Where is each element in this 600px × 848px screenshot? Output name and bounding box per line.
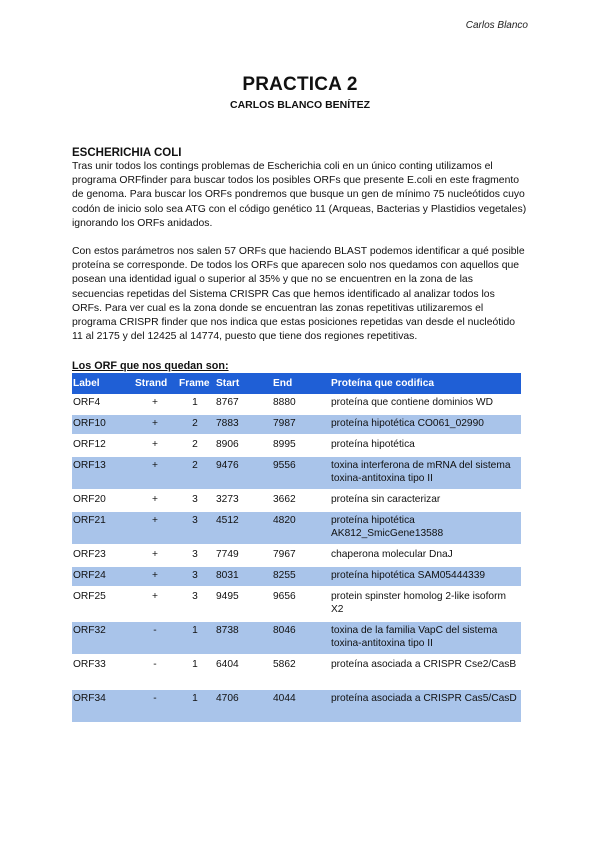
cell-strand: + — [152, 570, 158, 582]
header-author: Carlos Blanco — [465, 20, 528, 31]
table-row — [72, 435, 521, 456]
cell-protein: chaperona molecular DnaJ — [331, 549, 453, 561]
cell-start: 4512 — [216, 515, 239, 527]
table-row — [72, 689, 521, 723]
cell-protein: proteína hipotética AK812_SmicGene13588 — [331, 515, 444, 539]
cell-end: 7987 — [273, 418, 296, 430]
cell-strand: - — [153, 625, 157, 637]
cell-frame: 3 — [192, 570, 198, 582]
cell-frame: 1 — [192, 625, 198, 637]
cell-end: 8255 — [273, 570, 296, 582]
cell-start: 4706 — [216, 693, 239, 705]
cell-start: 8767 — [216, 397, 239, 409]
cell-frame: 3 — [192, 515, 198, 527]
table-row — [72, 545, 521, 566]
cell-label: ORF13 — [73, 460, 106, 472]
header-strand: Strand — [135, 378, 168, 390]
cell-end: 8880 — [273, 397, 296, 409]
cell-protein: proteína hipotética — [331, 439, 415, 451]
table-row — [72, 511, 521, 545]
cell-end: 8046 — [273, 625, 296, 637]
paragraph-2: Con estos parámetros nos salen 57 ORFs que haciendo BLAST podemos identificar a qué posible proteína se corresponde. De todos los ORFs que aparecen solo nos quedamos con aquellos que posean una identidad igual o superior al 35% y que no se encuentren en la zona de las secuencias repetidas del Sistema CRISPR Cas que hemos identificado al analizar todos los ORFs. Para ver cual es la zona donde se encuentran las zonas repetitivas utilizaremos el programa CRISPR finder que nos indica que estas posiciones repetidas van desde el nucleótido 11 al 2175 y del 12425 al 14774, puesto que tiene dos regiones repetitivas. — [72, 246, 525, 343]
cell-start: 3273 — [216, 494, 239, 506]
header-start: Start — [216, 378, 240, 390]
page-subtitle: CARLOS BLANCO BENÍTEZ — [230, 99, 370, 111]
table-row — [72, 456, 521, 490]
cell-label: ORF33 — [73, 659, 106, 671]
cell-frame: 2 — [192, 439, 198, 451]
cell-strand: + — [152, 549, 158, 561]
table-row — [72, 655, 521, 689]
cell-strand: + — [152, 494, 158, 506]
cell-end: 5862 — [273, 659, 296, 671]
cell-end: 9556 — [273, 460, 296, 472]
cell-label: ORF23 — [73, 549, 106, 561]
cell-start: 7749 — [216, 549, 239, 561]
cell-label: ORF34 — [73, 693, 106, 705]
cell-end: 4820 — [273, 515, 296, 527]
header-frame: Frame — [179, 378, 210, 390]
cell-end: 4044 — [273, 693, 296, 705]
cell-start: 8031 — [216, 570, 239, 582]
cell-frame: 2 — [192, 460, 198, 472]
cell-protein: proteína hipotética CO061_02990 — [331, 418, 484, 430]
cell-start: 6404 — [216, 659, 239, 671]
document-body — [72, 147, 527, 724]
cell-label: ORF32 — [73, 625, 106, 637]
page-title: PRACTICA 2 — [242, 74, 358, 95]
cell-end: 3662 — [273, 494, 296, 506]
table-row — [72, 490, 521, 511]
cell-end: 8995 — [273, 439, 296, 451]
cell-label: ORF12 — [73, 439, 106, 451]
cell-protein: toxina interferona de mRNA del sistema toxina-antitoxina tipo II — [331, 460, 511, 484]
cell-frame: 3 — [192, 591, 198, 603]
cell-strand: + — [152, 439, 158, 451]
table-row — [72, 566, 521, 587]
cell-frame: 3 — [192, 549, 198, 561]
cell-label: ORF4 — [73, 397, 101, 409]
cell-frame: 1 — [192, 397, 198, 409]
cell-end: 7967 — [273, 549, 296, 561]
cell-strand: + — [152, 460, 158, 472]
cell-label: ORF24 — [73, 570, 106, 582]
cell-strand: + — [152, 418, 158, 430]
cell-frame: 2 — [192, 418, 198, 430]
cell-frame: 1 — [192, 659, 198, 671]
cell-start: 9476 — [216, 460, 239, 472]
cell-strand: - — [153, 693, 157, 705]
cell-protein: proteína hipotética SAM05444339 — [331, 570, 486, 582]
cell-protein: toxina de la familia VapC del sistema toxina-antitoxina tipo II — [331, 625, 498, 649]
cell-strand: + — [152, 591, 158, 603]
cell-frame: 1 — [192, 693, 198, 705]
cell-label: ORF25 — [73, 591, 106, 603]
header-label: Label — [73, 378, 100, 390]
cell-protein: proteína sin caracterizar — [331, 494, 441, 506]
cell-protein: proteína asociada a CRISPR Cas5/CasD — [331, 693, 517, 705]
cell-end: 9656 — [273, 591, 296, 603]
orf-table — [72, 373, 521, 724]
cell-strand: + — [152, 515, 158, 527]
paragraph-1: Tras unir todos los contings problemas de Escherichia coli en un único conting utilizamos el programa ORFfinder para buscar todos los posibles ORFs que presente E.coli en este fragmento de genoma. Para buscar los ORFs pondremos que busque un gen de mínimo 75 nucleótidos cuyo codón de inicio solo sea ATG con el código genético 11 (Arqueas, Bacterias y Plastidios vegetales) ignorando los ORFs anidados. — [72, 161, 527, 229]
cell-label: ORF21 — [73, 515, 106, 527]
cell-start: 9495 — [216, 591, 239, 603]
header-end: End — [273, 378, 293, 390]
cell-start: 8738 — [216, 625, 239, 637]
cell-start: 7883 — [216, 418, 239, 430]
section-heading: ESCHERICHIA COLI — [72, 147, 182, 159]
cell-protein: proteína que contiene dominios WD — [331, 397, 493, 409]
table-row — [72, 414, 521, 435]
cell-frame: 3 — [192, 494, 198, 506]
table-row — [72, 587, 521, 621]
table-title: Los ORF que nos quedan son: — [72, 360, 229, 373]
cell-protein: protein spinster homolog 2-like isoform X2 — [331, 591, 506, 615]
table-header-row — [72, 373, 521, 394]
cell-protein: proteína asociada a CRISPR Cse2/CasB — [331, 659, 517, 671]
cell-strand: + — [152, 397, 158, 409]
table-row — [72, 621, 521, 655]
cell-start: 8906 — [216, 439, 239, 451]
cell-strand: - — [153, 659, 157, 671]
header-protein: Proteína que codifica — [331, 378, 435, 390]
table-row — [72, 394, 521, 414]
cell-label: ORF20 — [73, 494, 106, 506]
cell-label: ORF10 — [73, 418, 106, 430]
